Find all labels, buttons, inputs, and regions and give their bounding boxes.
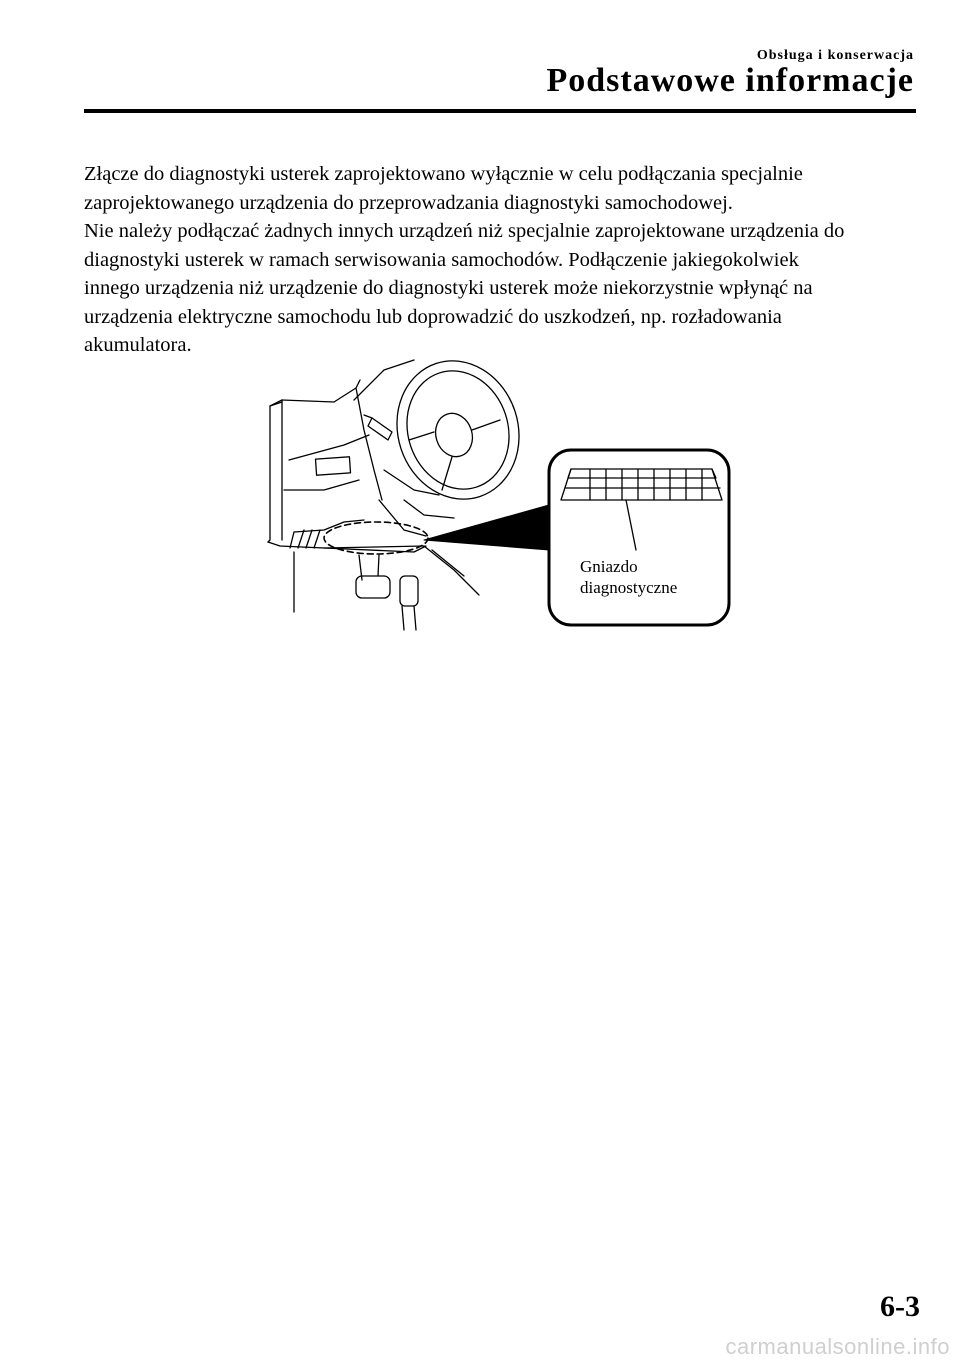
body-paragraph <box>84 160 924 360</box>
page-number: 6-3 <box>880 1290 920 1323</box>
body-line: urządzenia elektryczne samochodu lub doprowadzić do uszkodzeń, np. rozładowania <box>84 305 782 328</box>
callout-label <box>580 556 677 598</box>
connector-highlight <box>324 522 428 554</box>
body-line: akumulatora. <box>84 334 192 356</box>
body-line: innego urządzenia niż urządzenie do diagnostyki usterek może niekorzystnie wpłynąć na <box>84 277 813 299</box>
body-line: diagnostyki usterek w ramach serwisowania samochodów. Podłączenie jakiegokolwiek <box>84 248 799 271</box>
dashboard-drawing <box>268 360 479 630</box>
body-line: Złącze do diagnostyki usterek zaprojektowano wyłącznie w celu podłączania specjalnie <box>84 163 803 185</box>
callout-label-line: diagnostyczne <box>580 578 678 597</box>
callout-leader <box>424 505 549 550</box>
body-line: Nie należy podłączać żadnych innych urządzeń niż specjalnie zaprojektowane urządzenia do <box>84 220 845 242</box>
steering-wheel-drawing <box>379 345 536 518</box>
page-title: Podstawowe informacje <box>546 62 914 99</box>
body-line: zaprojektowanego urządzenia do przeprowadzania diagnostyki samochodowej. <box>84 191 733 214</box>
section-heading: Obsługa i konserwacja <box>756 48 914 63</box>
watermark: carmanualsonline.info <box>725 1334 950 1359</box>
callout-label-line: Gniazdo <box>580 557 638 576</box>
header-divider <box>84 109 916 113</box>
